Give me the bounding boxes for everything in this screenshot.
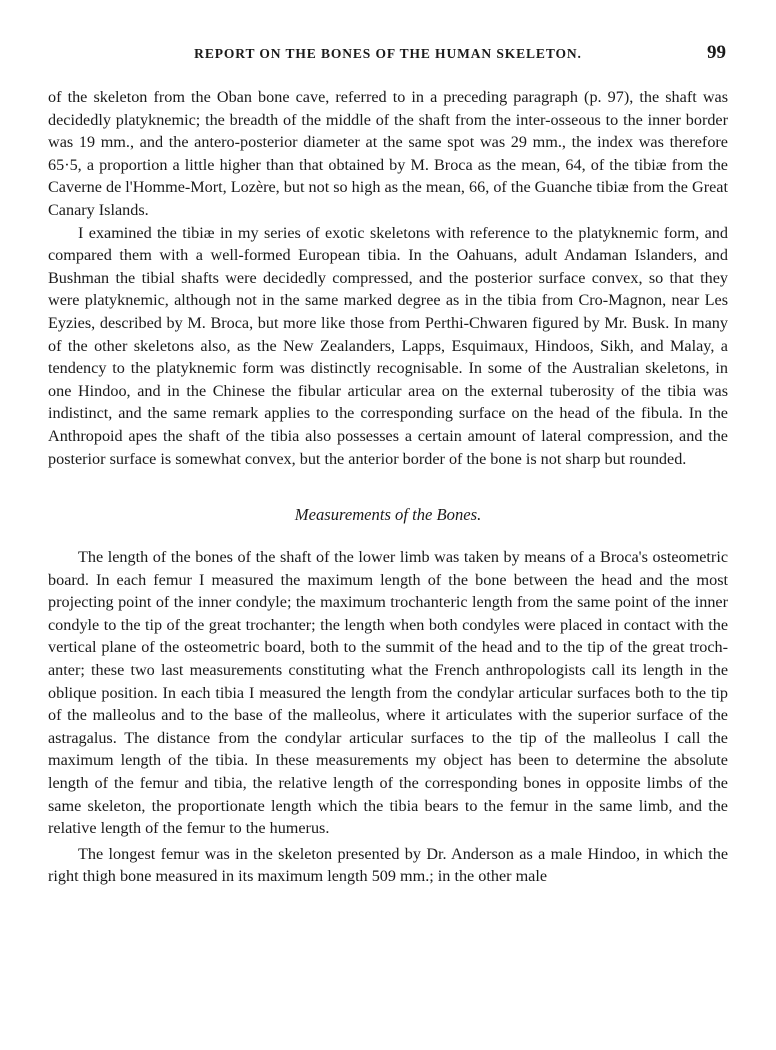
running-head bbox=[48, 40, 728, 70]
page-number: 99 bbox=[707, 42, 726, 63]
page bbox=[48, 40, 728, 888]
paragraph-continuation: of the skeleton from the Oban bone cave, referred to in a preceding paragraph (p. 97), the shaft was decidedly platyknemic; the breadth of the middle of the shaft from the inter-osseous to the inner border was 19 mm., and the antero-posterior diameter at the same spot was 29 mm., the index was therefore 65·5, a proportion a little higher than that obtained by M. Broca as the mean, 64, of the tibiæ from the Caverne de l'Homme-Mort, Lozère, but not so high as the mean, 66, of the Guanche tibiæ from the Great Canary Islands. bbox=[48, 88, 728, 219]
paragraph-measurement-method: The length of the bones of the shaft of the lower limb was taken by means of a Broca's osteometric board. In each femur I measured the maximum length of the bone between the head and the most projecting point of the inner condyle; the maximum trochanteric length from the same point of the inner condyle to the tip of the great trochanter; the length when both condyles were placed in contact with the vertical plane of the osteometric board, both to the summit of the head and to the tip of the great troch-anter; these two last measurements constituting what the French anthropologists call its length in the oblique position. In each tibia I measured the length from the condylar articular surfaces both to the tip of the malleolus and to the base of the malleolus, where it articulates with the superior surface of the astragalus. The distance from the condylar articular surfaces to the tip of the malleolus I call the maximum length of the tibia. In these measurements my object has been to determine the absolute length of the femur and tibia, the relative length of the corresponding bones in opposite limbs of the same skeleton, the proportionate length which the tibia bears to the femur in the same limb, and the relative length of the femur to the humerus. bbox=[48, 548, 728, 838]
running-title: REPORT ON THE BONES OF THE HUMAN SKELETON. bbox=[194, 46, 582, 61]
paragraph-tibiae-platyknemic: I examined the tibiæ in my series of exotic skeletons with reference to the platyknemic form, and compared them with a well-formed European tibia. In the Oahuans, adult Andaman Islanders, and Bushman the tibial shafts were decidedly compressed, and the posterior surface convex, so that they were platyknemic, although not in the same marked degree as in the tibia from Cro-Magnon, near Les Eyzies, described by M. Broca, but more like those from Perthi-Chwaren figured by Mr. Busk. In many of the other skeletons also, as the New Zealanders, Lapps, Esquimaux, Hindoos, Sikh, and Malay, a tendency to the platyknemic form was distinctly recognisable. In some of the Australian skeletons, in one Hindoo, and in the Chinese the fibular articular area on the external tuberosity of the tibia was indistinct, and the same remark applies to the corresponding surface on the head of the fibula. In the Anthropoid apes the shaft of the tibia also possesses a certain amount of lateral compression, and the posterior surface is somewhat convex, but the anterior border of the bone is not sharp but rounded. bbox=[48, 223, 728, 468]
section-heading: Measurements of the Bones. bbox=[294, 505, 482, 525]
paragraph-longest-femur: The longest femur was in the skeleton presented by Dr. Anderson as a male Hindoo, in which the right thigh bone measured in its maximum length 509 mm.; in the other male bbox=[48, 844, 728, 886]
